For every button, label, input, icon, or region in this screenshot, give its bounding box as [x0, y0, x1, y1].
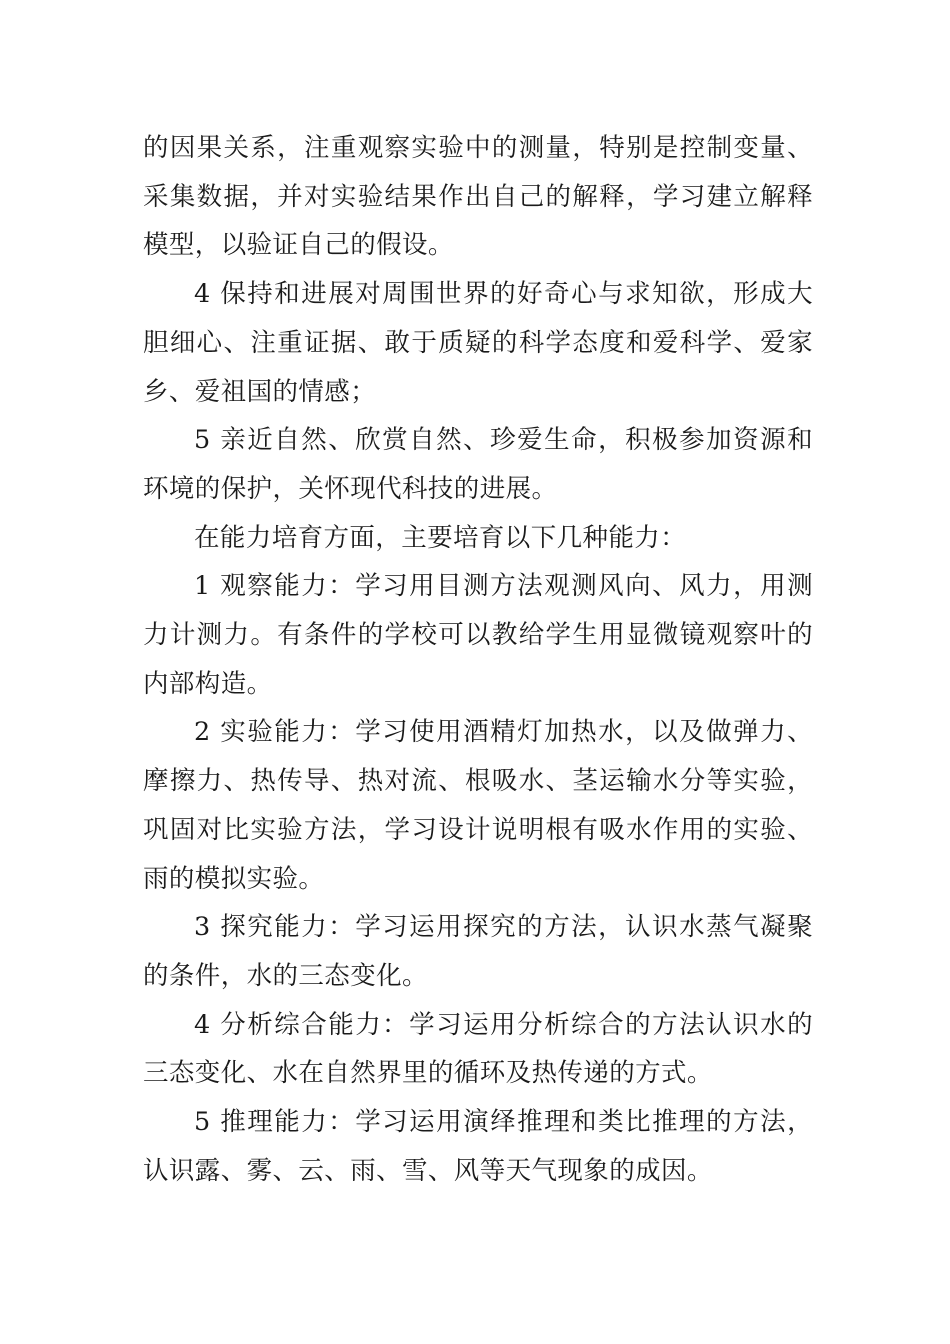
paragraph-ability-observation: 1 观察能力：学习用目测方法观测风向、风力，用测力计测力。有条件的学校可以教给学生用显微镜观察叶的内部构造。 — [143, 571, 813, 699]
paragraph-goal-4: 4 保持和进展对周围世界的好奇心与求知欲，形成大胆细心、注重证据、敢于质疑的科学态度和爱科学、爱家乡、爱祖国的情感； — [143, 279, 813, 407]
paragraph-goal-5: 5 亲近自然、欣赏自然、珍爱生命，积极参加资源和环境的保护，关怀现代科技的进展。 — [143, 425, 813, 504]
paragraph-ability-reasoning: 5 推理能力：学习运用演绎推理和类比推理的方法，认识露、雾、云、雨、雪、风等天气现象的成因。 — [143, 1107, 813, 1186]
paragraph-ability-inquiry: 3 探究能力：学习运用探究的方法，认识水蒸气凝聚的条件，水的三态变化。 — [143, 912, 813, 991]
paragraph-continuation: 的因果关系，注重观察实验中的测量，特别是控制变量、采集数据，并对实验结果作出自己的解释，学习建立解释模型，以验证自己的假设。 — [143, 133, 813, 261]
document-body — [143, 124, 813, 1195]
paragraph-ability-analysis: 4 分析综合能力：学习运用分析综合的方法认识水的三态变化、水在自然界里的循环及热传递的方式。 — [143, 1009, 813, 1089]
paragraph-ability-intro: 在能力培育方面，主要培育以下几种能力： — [194, 522, 687, 553]
paragraph-ability-experiment: 2 实验能力：学习使用酒精灯加热水，以及做弹力、摩擦力、热传导、热对流、根吸水、茎运输水分等实验，巩固对比实验方法，学习设计说明根有吸水作用的实验、雨的模拟实验。 — [143, 717, 813, 894]
